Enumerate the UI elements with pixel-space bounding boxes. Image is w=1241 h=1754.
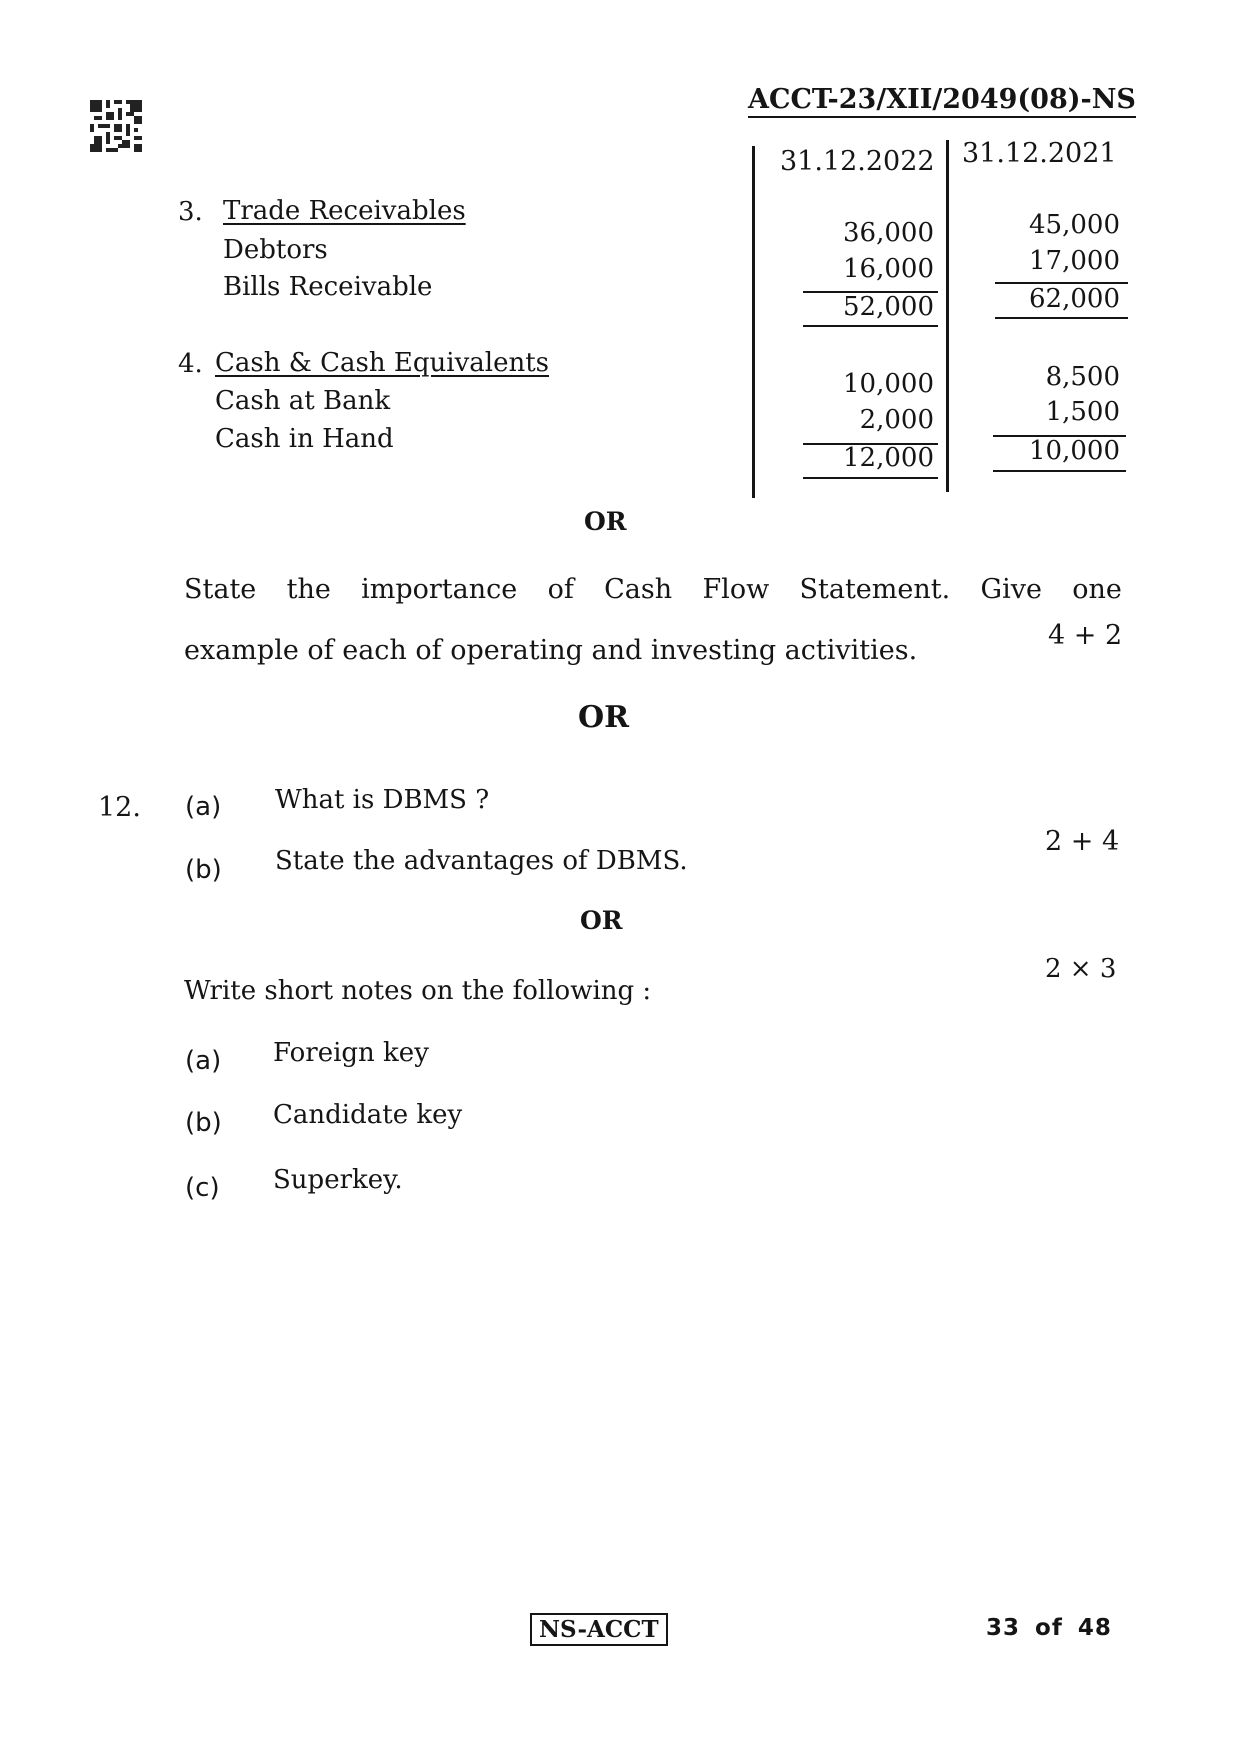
note-3-item-debtors: Debtors <box>223 235 328 265</box>
question-12-part-a-label: (a) <box>185 792 222 822</box>
note-4-item-cash-bank: Cash at Bank <box>215 386 391 416</box>
word: State <box>184 574 257 605</box>
word: one <box>1072 574 1122 605</box>
note-4-total-2022: 12,000 <box>843 443 934 473</box>
note-3-bills-2021: 17,000 <box>1029 246 1120 276</box>
question-12-part-a-text: What is DBMS ? <box>275 785 490 815</box>
note-4-item-cash-hand: Cash in Hand <box>215 424 394 454</box>
short-notes-item-a-text: Foreign key <box>273 1038 429 1068</box>
note-3-item-bills: Bills Receivable <box>223 272 433 302</box>
word: Give <box>980 574 1042 605</box>
short-notes-instruction: Write short notes on the following : <box>184 976 652 1006</box>
note-3-number: 3. <box>178 197 203 227</box>
note-3-debtors-2021: 45,000 <box>1029 210 1120 240</box>
short-notes-item-c-text: Superkey. <box>273 1165 403 1195</box>
note-4-total-rule-2021 <box>993 470 1126 472</box>
short-notes-item-b-label: (b) <box>185 1108 222 1138</box>
question-12-part-b-text: State the advantages of DBMS. <box>275 846 688 876</box>
cash-flow-question-line-1 <box>184 574 1122 605</box>
short-notes-marks: 2 × 3 <box>1045 954 1117 984</box>
note-4-hand-2022: 2,000 <box>859 405 934 435</box>
note-4-bank-2022: 10,000 <box>843 369 934 399</box>
note-4-hand-2021: 1,500 <box>1045 397 1120 427</box>
word: the <box>286 574 331 605</box>
question-12-marks: 2 + 4 <box>1045 826 1120 857</box>
qr-code-icon <box>90 100 142 152</box>
footer-page-number: 33 of 48 <box>986 1615 1112 1641</box>
word: Flow <box>702 574 770 605</box>
or-label-1: OR <box>584 507 627 536</box>
table-left-rule <box>752 146 755 498</box>
question-12-number: 12. <box>98 792 141 823</box>
short-notes-item-b-text: Candidate key <box>273 1100 463 1130</box>
question-12-part-b-label: (b) <box>185 855 222 885</box>
note-4-title: Cash & Cash Equivalents <box>215 348 550 378</box>
short-notes-item-a-label: (a) <box>185 1046 222 1076</box>
word: of <box>547 574 574 605</box>
column-header-2022: 31.12.2022 <box>780 146 935 177</box>
word: Statement. <box>799 574 951 605</box>
note-4-total-rule-2022 <box>803 477 938 479</box>
note-3-debtors-2022: 36,000 <box>843 218 934 248</box>
word: Cash <box>604 574 673 605</box>
note-3-total-2022: 52,000 <box>843 292 934 322</box>
note-4-total-2021: 10,000 <box>1029 436 1120 466</box>
note-3-bills-2022: 16,000 <box>843 254 934 284</box>
short-notes-item-c-label: (c) <box>185 1173 220 1203</box>
or-label-3: OR <box>580 906 623 935</box>
note-4-bank-2021: 8,500 <box>1045 362 1120 392</box>
footer-paper-code: NS-ACCT <box>530 1613 668 1646</box>
note-4-number: 4. <box>178 349 203 379</box>
note-3-title: Trade Receivables <box>223 196 466 226</box>
column-header-2021: 31.12.2021 <box>962 138 1117 169</box>
note-3-total-rule-2021 <box>995 317 1128 319</box>
word: importance <box>361 574 518 605</box>
table-middle-rule <box>946 140 949 492</box>
note-3-total-rule-2022 <box>803 325 938 327</box>
note-3-total-2021: 62,000 <box>1029 284 1120 314</box>
cash-flow-marks: 4 + 2 <box>1048 620 1123 651</box>
page-header-code: ACCT-23/XII/2049(08)-NS <box>748 84 1136 118</box>
or-label-2: OR <box>578 700 630 735</box>
cash-flow-question-line-2: example of each of operating and investing activities. <box>184 635 918 666</box>
